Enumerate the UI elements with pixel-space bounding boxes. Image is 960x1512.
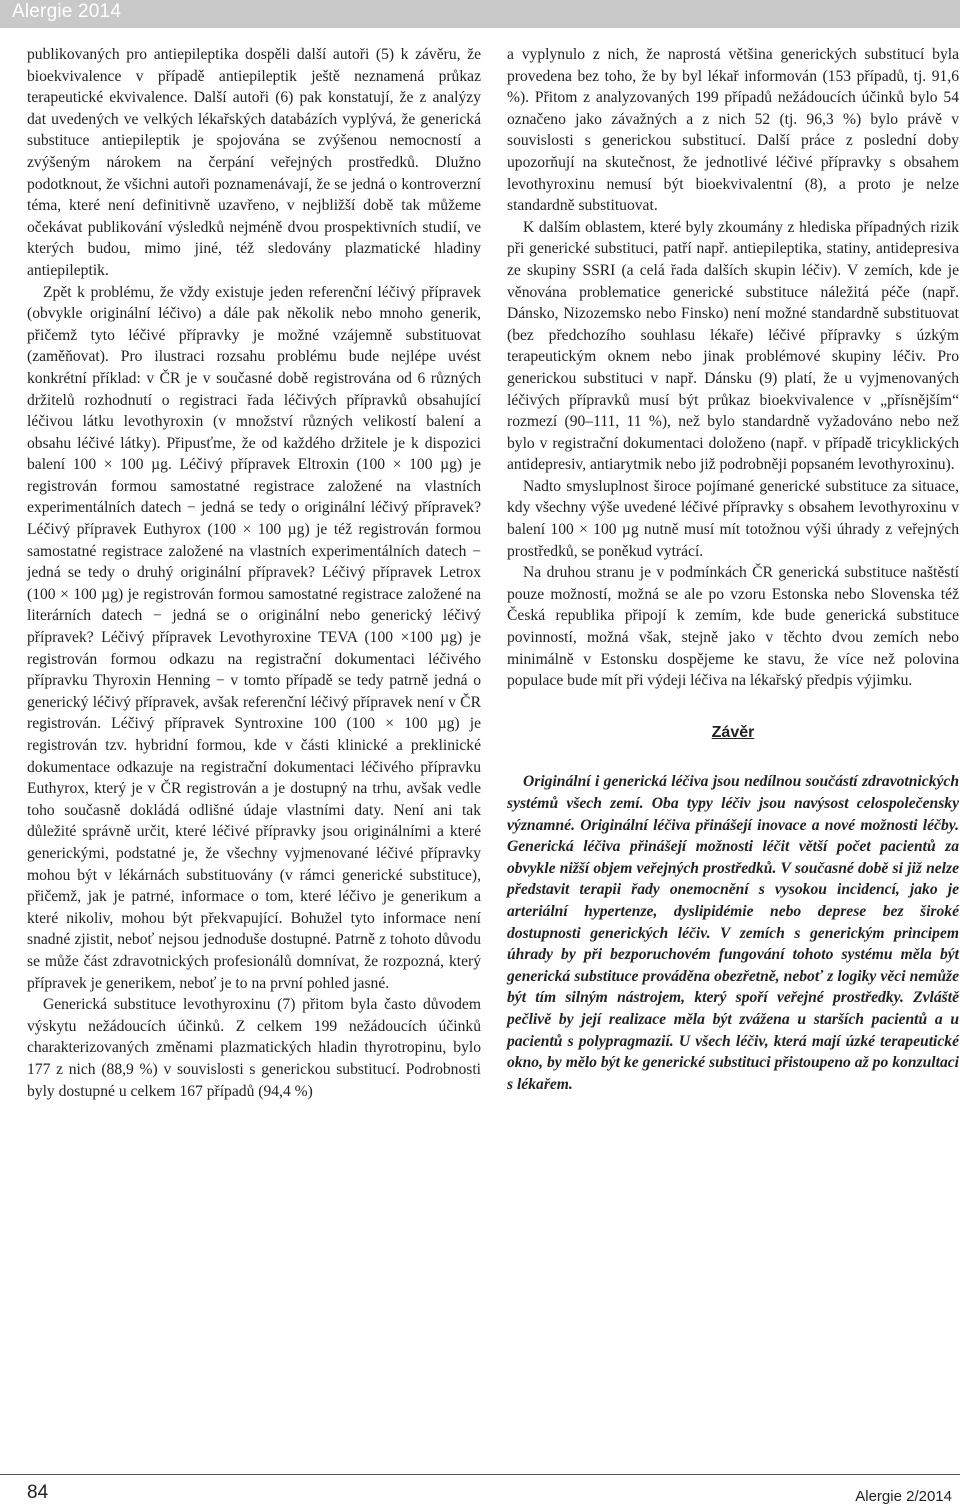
header-bar [0, 0, 960, 28]
page-number: 84 [27, 1482, 49, 1503]
body-paragraph: Zpět k problému, že vždy existuje jeden referenční léčivý přípravek (obvykle originální léčivo) a dále pak několik nebo mnoho generik, přičemž tyto léčivé přípravky je možné vzájemně substituovat (zaměňovat). Pro ilustraci rozsahu problému bude nejlépe uvést konkrétní příklad: v ČR je v současné době registrována od 6 různých držitelů rozhodnutí o registraci řada léčivých přípravků obsahující léčivou látku levothyroxin (v množství různých velikostí balení a obsahu léčivé látky). Připusťme, že od každého držitele je k dispozici balení 100 × 100 µg. Léčivý přípravek Eltroxin (100 × 100 µg) je registrován formou samostatné registrace založené na vlastních experimentálních datech − jedná se tedy o originální léčivý přípravek? Léčivý přípravek Euthyrox (100 × 100 µg) je též registrován formou samostatné registrace založené na vlastních experimentálních datech − jedná se tedy o druhý originální přípravek? Léčivý přípravek Letrox (100 × 100 µg) je registrován formou samostatné registrace založené na literárních datech − jedná se o originální nebo generický léčivý přípravek? Léčivý přípravek Levothyroxine TEVA (100 ×100 µg) je registrován formou odkazu na registrační dokumentaci léčivého přípravku Thyroxin Henning − v tomto případě se tedy patrně jedná o generický léčivý přípravek, avšak referenční léčivý přípravek není v ČR registrován. Léčivý přípravek Syntroxine 100 (100 × 100 µg) je registrován tzv. hybridní formou, kde v části klinické a preklinické dokumentace odkazuje na registrační dokumentaci léčivého přípravku Euthyrox, který je v ČR registrován a je dostupný na trhu, avšak vedle toho současně dokládá odlišné údaje vlastními daty. Není ani tak důležité správně určit, které léčivé přípravky jsou originálními a které generickými, podstatné je, že všechny vyjmenované léčivé přípravky mohou být v lékárnách substituovány (v rámci generické substituce), přičemž, jak je patrné, informace o tom, které léčivo je generikum a které nikoliv, mohou být překvapující. Bohužel tyto informace není snadné zjistit, neboť nejsou jednoduše dostupné. Patrně z tohoto důvodu se může část zdravotnických profesionálů domnívat, že rozpozná, který přípravek je generikem, neboť je to na první pohled jasné. [27, 283, 481, 992]
section-heading-text: Závěr [711, 723, 755, 741]
right-column [507, 44, 959, 1095]
body-paragraph: Nadto smysluplnost široce pojímané generické substituce za situace, kdy všechny výše uvedené léčivé přípravky s obsahem levothyroxinu v balení 100 × 100 µg nutně musí mít totožnou výši úhrady z veřejných prostředků, se poněkud vytrácí. [507, 477, 959, 560]
left-column [27, 44, 481, 1102]
body-paragraph: a vyplynulo z nich, že naprostá většina generických substitucí byla provedena bez toho, že by byl lékař informován (153 případů, tj. 91,6 %). Přitom z analyzovaných 199 případů nežádoucích účinků bylo 54 označeno jako závažných a z nich 52 (tj. 96,3 %) bylo právě v souvislosti s generickou substitucí. Další práce z poslední doby upozorňují na skutečnost, že jednotlivé léčivé přípravky s obsahem levothyroxinu nemusí být bioekvivalentní (8), a proto je nelze standardně substituovat. [507, 46, 959, 215]
body-paragraph: Na druhou stranu je v podmínkách ČR generická substituce naštěstí pouze možností, možná se ale po vzoru Estonska nebo Slovenska též Česká republika připojí k zemím, kde bude generická substituce povinností, možná však, stejně jako v těchto dvou zemích nebo minimálně v Estonsku dospějeme ke stavu, že více než polovina populace bude mít při výdeji léčiva na lékařský předpis výjimku. [507, 564, 959, 690]
body-paragraph: Generická substituce levothyroxinu (7) přitom byla často důvodem výskytu nežádoucích účinků. Z celkem 199 nežádoucích účinků charakterizovaných změnami plazmatických hladin thyrotropinu, bylo 177 z nich (88,9 %) v souvislosti s generickou substitucí. Podrobnosti byly dostupné u celkem 167 případů (94,4 %) [27, 996, 481, 1100]
body-paragraph: publikovaných pro antiepileptika dospěli další autoři (5) k závěru, že bioekvivalence v případě antiepileptik ještě neznamená průkaz terapeutické ekvivalence. Další autoři (6) pak konstatují, že z analýzy dat uvedených ve velkých lékařských databázích vyplývá, že generická substituce antiepileptik je spojována se zvýšenou nemocností a zvýšeným nárokem na čerpání veřejných prostředků. Dlužno podotknout, že všichni autoři poznamenávají, že se jedná o kontroverzní téma, které není definitivně uzavřeno, v nejbližší době tak můžeme očekávat publikování výsledků nejméně dvou prospektivních studií, ve kterých budou, mimo jiné, též sledovány plazmatické hladiny antiepileptik. [27, 46, 481, 279]
footer-divider [0, 1474, 960, 1475]
running-header-title: Alergie 2014 [12, 1, 122, 22]
body-paragraph: K dalším oblastem, které byly zkoumány z hlediska případných rizik při generické substituci, patří např. antiepileptika, statiny, antidepresiva ze skupiny SSRI (a celá řada dalších skupin léčiv). V zemích, kde je věnována problematice generické substituce náležitá péče (např. Dánsko, Nizozemsko nebo Finsko) není možné standardně substituovat (bez předchozího souhlasu lékaře) léčivé přípravky s úzkým terapeutickým oknem nebo jinak problémové skupiny léčiv. Pro generickou substituci v např. Dánsku (9) platí, že u vyjmenovaných léčivých přípravků musí být průkaz bioekvivalence v „přísnějším“ rozmezí (90–111, 11 %), než bylo standardně vyžadováno nebo než bylo v registrační dokumentaci doloženo (např. v případě tricyklických antidepresiv, antiarytmik nebo již podrobněji popsaném levothyroxinu). [507, 218, 959, 474]
journal-issue: Alergie 2/2014 [855, 1488, 952, 1505]
conclusion-paragraph: Originální i generická léčiva jsou nedílnou součástí zdravotnických systémů všech zemí. Oba typy léčiv jsou navýsost celospolečensky významné. Originální léčiva přinášejí inovace a nové možnosti léčby. Generická léčiva přinášejí možnosti léčit větší počet pacientů za obvykle nižší objem veřejných prostředků. V současné době si již nelze představit terapii řady onemocnění s vysokou incidencí, jako je arteriální hypertenze, dyslipidémie nebo deprese bez široké dostupnosti generických léčiv. V zemích s generickým principem úhrady by při bezporuchovém fungování tohoto systému měla být generická substituce prováděna obezřetně, neboť z logiky věci nemůže být tím silným nástrojem, který spoří veřejné prostředky. Zvláště pečlivě by její realizace měla být zvážena u starších pacientů a u pacientů s polypragmazií. U všech léčiv, která mají úzké terapeutické okno, by mělo být ke generické substituci přistoupeno až po konzultaci s lékařem. [507, 773, 959, 1093]
section-heading [507, 722, 959, 744]
